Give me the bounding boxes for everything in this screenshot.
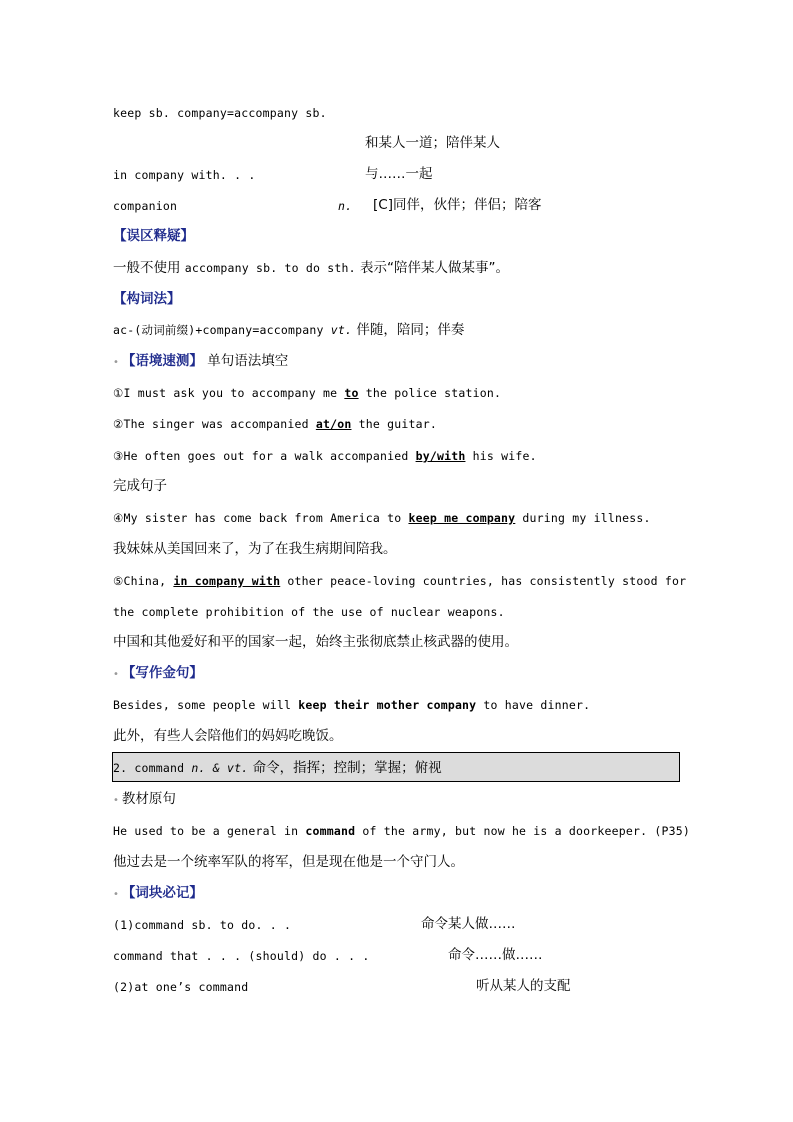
section-heading-word-formation	[113, 290, 181, 308]
translation-text: 中国和其他爱好和平的国家一起，始终主张彻底禁止核武器的使用。	[113, 634, 518, 650]
exercise-item-5	[113, 572, 686, 590]
section-heading-writing-sentences	[113, 664, 203, 684]
exercise-text: ②The singer was accompanied	[113, 417, 316, 431]
pos-text: n.	[338, 199, 353, 213]
exercise-answer: by/with	[415, 449, 466, 463]
exercise-text-end: the police station.	[358, 386, 502, 400]
exercise-text: ⑤China,	[113, 574, 174, 588]
section-heading-textbook-sentence	[113, 790, 176, 810]
meaning-text: 命令某人做……	[421, 916, 516, 932]
word-companion-meaning	[373, 196, 541, 214]
exercise-text-end: during my illness.	[515, 511, 651, 525]
entry-pos: n. & vt.	[191, 761, 249, 775]
chunk-item-1	[113, 916, 291, 934]
exercise-text-end: the guitar.	[351, 417, 437, 431]
chunk-item-3	[113, 978, 248, 996]
sentence-text-end: to have dinner.	[476, 698, 591, 712]
sentence-text-end: of the army, but now he is a doorkeeper. (P35)	[355, 824, 691, 838]
bullet-icon: •	[113, 889, 119, 900]
translation-text: 此外，有些人会陪他们的妈妈吃晚饭。	[113, 728, 343, 744]
exercise-item-5-continued	[113, 603, 505, 621]
exercise-item-1	[113, 384, 501, 402]
translation-text: 我妹妹从美国回来了，为了在我生病期间陪我。	[113, 541, 397, 557]
meaning-text: [C]同伴，伙伴；伴侣；陪客	[373, 197, 542, 213]
textbook-sentence	[113, 822, 690, 840]
exercise-item-2	[113, 415, 437, 433]
subheading-complete-sentences	[113, 477, 167, 495]
heading-text: 【语境速测】	[121, 353, 203, 369]
chunk-item-2-meaning	[448, 946, 543, 964]
exercise-item-5-translation	[113, 633, 518, 651]
exercise-text: ①I must ask you to accompany me	[113, 386, 345, 400]
writing-sentence	[113, 696, 590, 714]
exercise-text: the complete prohibition of the use of nuclear weapons.	[113, 605, 505, 619]
chunk-item-2	[113, 947, 369, 965]
subheading-text: 完成句子	[113, 478, 167, 494]
phrase-keep-company	[113, 104, 327, 122]
sentence-text: Besides, some people will	[113, 698, 299, 712]
formation-meaning: 伴随，陪同；伴奏	[352, 322, 465, 338]
meaning-text: 听从某人的支配	[476, 978, 571, 994]
exercise-item-3	[113, 447, 537, 465]
exercise-item-4	[113, 509, 651, 527]
misconception-note	[113, 259, 509, 277]
exercise-answer: in company with	[173, 574, 281, 588]
part-of-speech	[338, 197, 352, 215]
pos-text: vt.	[330, 323, 353, 337]
section-heading-misconception	[113, 227, 194, 245]
word-companion	[113, 197, 177, 215]
chunk-text: command that . . . (should) do . . .	[113, 949, 370, 963]
note-text-en: accompany sb. to do sth.	[184, 261, 356, 275]
bullet-icon: •	[113, 795, 119, 806]
writing-sentence-translation	[113, 727, 343, 745]
meaning-text: 和某人一道；陪伴某人	[365, 135, 500, 151]
heading-subtitle: 单句语法填空	[202, 353, 289, 369]
translation-text: 他过去是一个统率军队的将军，但是现在他是一个守门人。	[113, 854, 464, 870]
exercise-text: ③He often goes out for a walk accompanied	[113, 449, 416, 463]
phrase-text: in company with. . .	[113, 168, 256, 182]
word-formation-note	[113, 321, 464, 339]
sentence-keyphrase: keep their mother company	[298, 698, 477, 712]
word-text: companion	[113, 199, 178, 213]
exercise-answer: keep me company	[408, 511, 516, 525]
heading-text: 【构词法】	[113, 291, 181, 307]
section-heading-context-test	[113, 352, 288, 372]
vocab-entry-command	[113, 759, 442, 777]
meaning-text: 与……一起	[365, 166, 433, 182]
textbook-sentence-translation	[113, 853, 464, 871]
exercise-text-end: his wife.	[465, 449, 537, 463]
exercise-answer: to	[344, 386, 359, 400]
phrase-keep-company-meaning	[365, 134, 500, 152]
chunk-text: (2)at one’s command	[113, 980, 249, 994]
note-text-cn: 一般不使用	[113, 260, 185, 276]
exercise-text-end: other peace-loving countries, has consistently stood for	[280, 574, 687, 588]
heading-text: 【写作金句】	[121, 665, 203, 681]
bullet-icon: •	[113, 669, 119, 680]
note-text-cn-2: 表示“陪伴某人做某事”。	[355, 260, 510, 276]
exercise-answer: at/on	[315, 417, 352, 431]
bullet-icon: •	[113, 357, 119, 368]
heading-text: 【词块必记】	[121, 885, 203, 901]
heading-text: 教材原句	[121, 791, 176, 807]
entry-word: 2. command	[113, 761, 192, 775]
phrase-in-company-with-meaning	[365, 165, 433, 183]
heading-text: 【误区释疑】	[113, 228, 194, 244]
exercise-item-4-translation	[113, 540, 397, 558]
phrase-text: keep sb. company=accompany sb.	[113, 106, 327, 120]
chunk-item-3-meaning	[476, 977, 571, 995]
sentence-keyword: command	[305, 824, 356, 838]
chunk-item-1-meaning	[421, 915, 516, 933]
meaning-text: 命令……做……	[448, 947, 543, 963]
phrase-in-company-with	[113, 166, 255, 184]
formation-text: ac-(动词前缀)+company=accompany	[113, 323, 331, 337]
exercise-text: ④My sister has come back from America to	[113, 511, 409, 525]
section-heading-chunks	[113, 884, 203, 904]
sentence-text: He used to be a general in	[113, 824, 306, 838]
entry-meaning: 命令，指挥；控制；掌握；俯视	[248, 760, 442, 776]
chunk-text: (1)command sb. to do. . .	[113, 918, 292, 932]
